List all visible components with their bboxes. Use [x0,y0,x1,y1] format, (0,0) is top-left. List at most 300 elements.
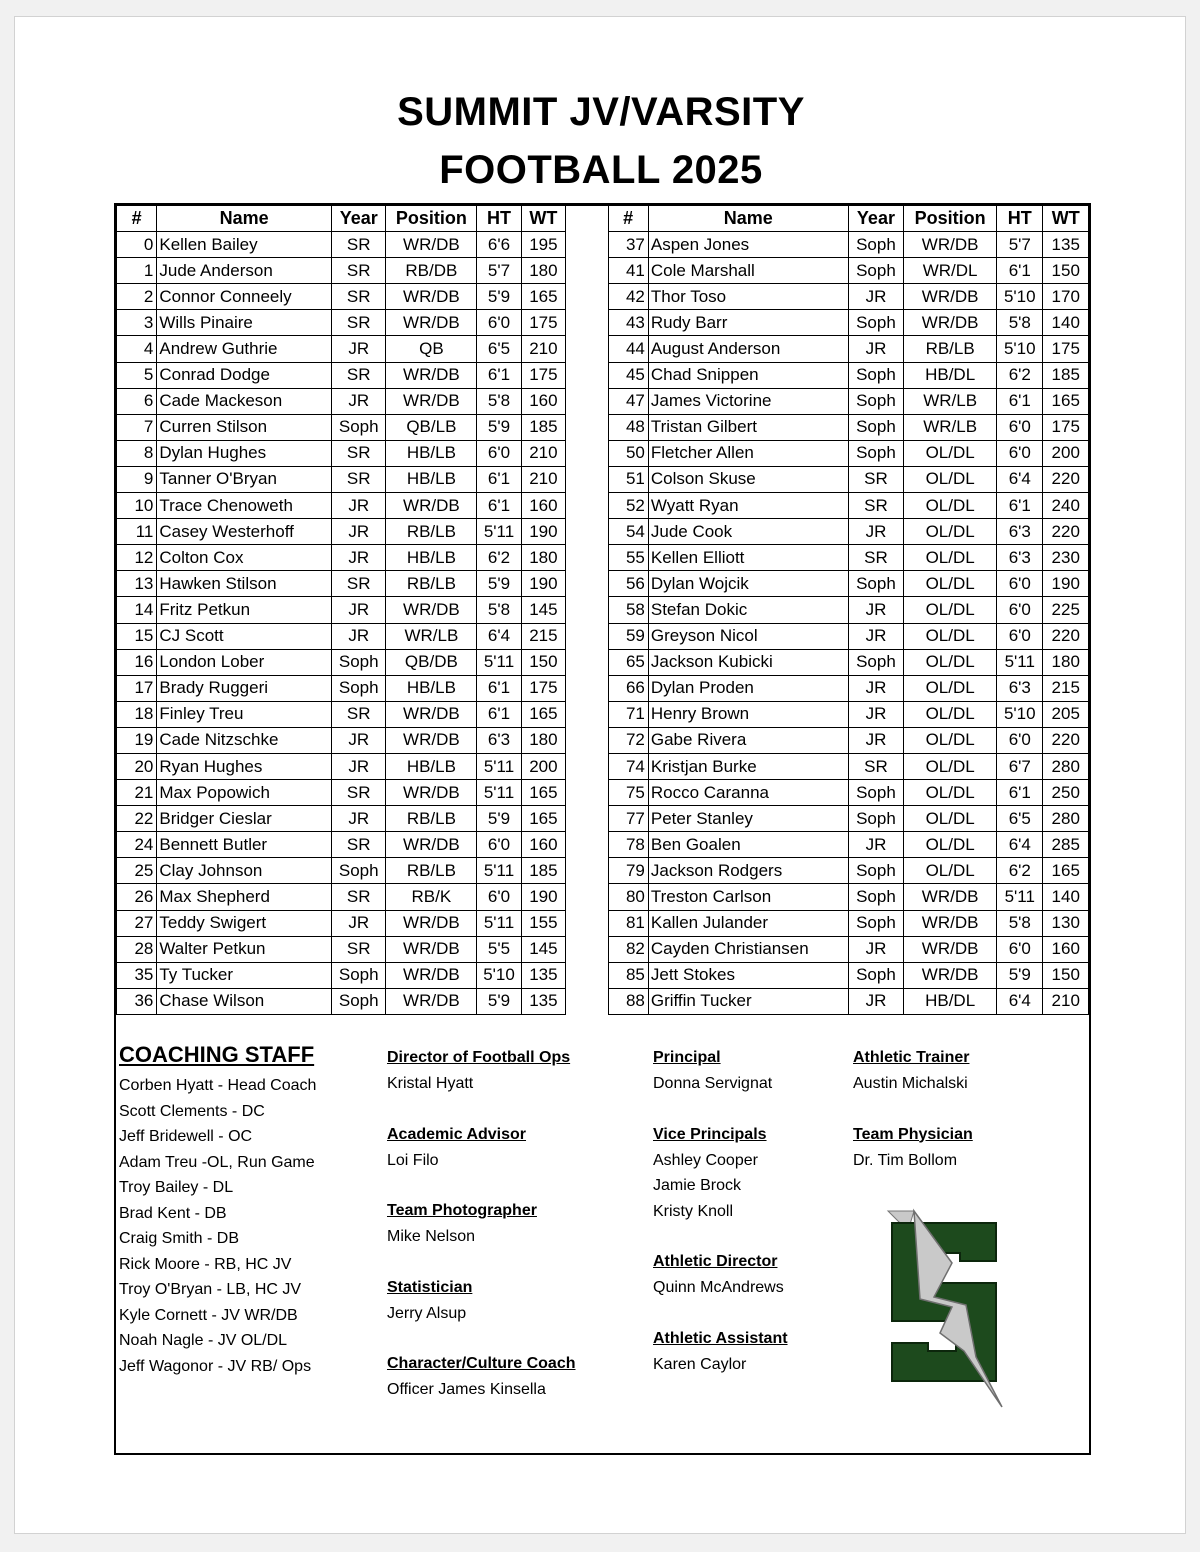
player-number: 85 [608,962,648,988]
roster-row [117,858,1089,884]
coach-name: Brad Kent - DB [119,1204,227,1222]
column-gap [566,545,608,571]
coaching-staff-column [119,1033,316,1379]
player-position: WR/LB [904,388,997,414]
player-year: SR [331,362,386,388]
player-year: Soph [848,910,904,936]
player-position: OL/DL [904,649,997,675]
column-gap [566,206,608,232]
player-height: 5'11 [477,858,521,884]
player-height: 5'9 [477,988,521,1014]
player-name: Trace Chenoweth [157,493,332,519]
column-gap [566,649,608,675]
player-position: OL/DL [904,493,997,519]
player-number: 50 [608,440,648,466]
player-weight: 230 [1043,545,1089,571]
roster-row [117,388,1089,414]
player-number: 26 [117,884,157,910]
player-year: JR [848,336,904,362]
player-height: 6'0 [997,623,1043,649]
player-name: London Lober [157,649,332,675]
player-year: Soph [331,988,386,1014]
roster-row [117,493,1089,519]
player-position: WR/DB [386,232,477,258]
player-position: WR/DB [904,884,997,910]
player-number: 3 [117,310,157,336]
player-name: Ryan Hughes [157,753,332,779]
column-gap [566,519,608,545]
coach-name: Scott Clements - DC [119,1102,265,1120]
player-position: WR/DB [386,597,477,623]
player-position: OL/DL [904,466,997,492]
player-number: 20 [117,753,157,779]
player-number: 42 [608,284,648,310]
player-number: 28 [117,936,157,962]
player-position: WR/DB [386,493,477,519]
staff-role-title: Vice Principals [653,1125,767,1143]
player-weight: 185 [1043,362,1089,388]
player-name: Ben Goalen [648,832,848,858]
player-number: 25 [117,858,157,884]
player-number: 65 [608,649,648,675]
column-gap [566,571,608,597]
player-height: 6'1 [997,780,1043,806]
player-weight: 155 [521,910,565,936]
player-height: 5'11 [477,649,521,675]
staff-role-title: Academic Advisor [387,1125,527,1143]
player-weight: 165 [1043,858,1089,884]
player-height: 6'7 [997,753,1043,779]
col-header-number: # [608,206,648,232]
roster-row [117,832,1089,858]
column-gap [566,597,608,623]
player-position: OL/DL [904,780,997,806]
roster-row [117,519,1089,545]
staff-role-title: Character/Culture Coach [387,1355,576,1372]
column-gap [566,440,608,466]
player-number: 1 [117,258,157,284]
page-title [15,83,1187,199]
player-height: 6'1 [477,675,521,701]
staff-role-title: Director of Football Ops [387,1049,571,1066]
roster-table [116,205,1089,1015]
player-weight: 175 [521,675,565,701]
player-weight: 190 [521,571,565,597]
player-year: Soph [331,414,386,440]
player-number: 14 [117,597,157,623]
player-position: HB/DL [904,988,997,1014]
player-height: 5'11 [477,753,521,779]
player-position: RB/LB [386,806,477,832]
col-header-weight: WT [1043,206,1089,232]
staff-person-name: Jerry Alsup [387,1304,467,1322]
player-name: Curren Stilson [157,414,332,440]
column-gap [566,258,608,284]
column-gap [566,701,608,727]
roster-row [117,962,1089,988]
roster-row [117,414,1089,440]
player-year: JR [331,753,386,779]
player-position: WR/DB [904,936,997,962]
document-page [14,16,1186,1534]
roster-row [117,936,1089,962]
player-position: RB/LB [386,858,477,884]
title-line-2: FOOTBALL 2025 [439,148,763,192]
player-name: Treston Carlson [648,884,848,910]
player-position: RB/LB [386,519,477,545]
player-weight: 165 [521,780,565,806]
player-weight: 185 [521,858,565,884]
player-position: OL/DL [904,597,997,623]
player-position: HB/LB [386,466,477,492]
player-name: Bennett Butler [157,832,332,858]
player-name: Kellen Bailey [157,232,332,258]
staff-role-title: Athletic Director [653,1253,778,1270]
player-position: WR/DB [904,962,997,988]
col-header-position: Position [904,206,997,232]
player-name: Gabe Rivera [648,727,848,753]
roster-row [117,440,1089,466]
player-year: SR [331,701,386,727]
staff-person-name: Karen Caylor [653,1355,747,1373]
staff-person-name: Quinn McAndrews [653,1279,784,1296]
player-weight: 220 [1043,727,1089,753]
player-position: WR/DB [904,310,997,336]
player-year: Soph [848,440,904,466]
player-position: WR/LB [386,623,477,649]
player-weight: 190 [521,884,565,910]
player-name: Finley Treu [157,701,332,727]
player-number: 56 [608,571,648,597]
staff-role-title: Team Physician [853,1125,973,1143]
player-number: 21 [117,780,157,806]
staff-block [653,1122,767,1225]
player-name: Fritz Petkun [157,597,332,623]
player-year: Soph [848,571,904,597]
player-year: JR [848,832,904,858]
staff-section [116,1033,1089,1453]
player-position: WR/DB [386,936,477,962]
player-position: OL/DL [904,727,997,753]
player-weight: 200 [521,753,565,779]
player-number: 16 [117,649,157,675]
player-number: 6 [117,388,157,414]
player-weight: 170 [1043,284,1089,310]
player-weight: 135 [521,988,565,1014]
player-height: 6'4 [997,988,1043,1014]
player-weight: 180 [521,727,565,753]
player-name: Griffin Tucker [648,988,848,1014]
player-height: 5'8 [477,597,521,623]
player-height: 6'0 [997,936,1043,962]
player-position: QB/DB [386,649,477,675]
player-weight: 165 [521,806,565,832]
player-weight: 210 [1043,988,1089,1014]
summit-s-lightning-logo-icon [880,1201,1010,1411]
player-height: 6'3 [997,675,1043,701]
column-gap [566,623,608,649]
player-position: WR/DB [386,701,477,727]
staff-block [387,1122,526,1174]
column-gap [566,284,608,310]
player-year: SR [331,571,386,597]
player-name: Chase Wilson [157,988,332,1014]
player-number: 5 [117,362,157,388]
player-number: 17 [117,675,157,701]
player-position: WR/DB [904,910,997,936]
staff-person-name: Kristy Knoll [653,1202,734,1220]
player-year: JR [848,284,904,310]
coach-name: Craig Smith - DB [119,1230,240,1247]
column-gap [566,232,608,258]
player-weight: 285 [1043,832,1089,858]
col-header-height: HT [477,206,521,232]
column-gap [566,675,608,701]
player-year: Soph [331,675,386,701]
player-position: WR/DB [386,988,477,1014]
player-name: Cade Nitzschke [157,727,332,753]
player-number: 66 [608,675,648,701]
player-number: 52 [608,493,648,519]
player-position: HB/DL [904,362,997,388]
staff-role-title: Statistician [387,1278,473,1296]
player-name: Rudy Barr [648,310,848,336]
staff-person-name: Officer James Kinsella [387,1381,546,1398]
player-position: OL/DL [904,623,997,649]
player-position: RB/K [386,884,477,910]
player-weight: 220 [1043,623,1089,649]
player-name: Tristan Gilbert [648,414,848,440]
col-header-weight: WT [521,206,565,232]
player-height: 5'11 [477,780,521,806]
player-number: 18 [117,701,157,727]
player-year: Soph [848,884,904,910]
staff-block [387,1351,576,1403]
player-height: 6'0 [477,832,521,858]
player-position: WR/DB [386,832,477,858]
player-number: 78 [608,832,648,858]
player-weight: 160 [521,493,565,519]
player-weight: 145 [521,597,565,623]
player-name: Kallen Julander [648,910,848,936]
player-weight: 280 [1043,753,1089,779]
player-name: Chad Snippen [648,362,848,388]
roster-row [117,623,1089,649]
player-number: 72 [608,727,648,753]
player-number: 47 [608,388,648,414]
player-height: 6'4 [997,466,1043,492]
roster-row [117,362,1089,388]
player-name: Cole Marshall [648,258,848,284]
player-weight: 220 [1043,466,1089,492]
player-name: Brady Ruggeri [157,675,332,701]
player-name: Casey Westerhoff [157,519,332,545]
player-height: 5'5 [477,936,521,962]
staff-block [853,1045,969,1097]
column-gap [566,727,608,753]
roster-row [117,284,1089,310]
roster-row [117,258,1089,284]
column-gap [566,832,608,858]
player-number: 59 [608,623,648,649]
column-gap [566,858,608,884]
col-header-number: # [117,206,157,232]
player-position: WR/DB [386,310,477,336]
player-number: 37 [608,232,648,258]
player-weight: 150 [1043,258,1089,284]
player-name: Conrad Dodge [157,362,332,388]
player-weight: 180 [521,258,565,284]
player-year: SR [331,780,386,806]
player-height: 5'11 [477,519,521,545]
player-position: OL/DL [904,675,997,701]
staff-block [387,1045,570,1097]
player-height: 6'1 [477,701,521,727]
roster-box [114,203,1091,1455]
player-height: 6'5 [997,806,1043,832]
player-year: JR [331,388,386,414]
player-number: 48 [608,414,648,440]
player-year: SR [331,284,386,310]
player-height: 5'9 [477,414,521,440]
staff-role-title: Team Photographer [387,1202,537,1219]
col-header-position: Position [386,206,477,232]
player-year: Soph [331,962,386,988]
player-name: Jackson Kubicki [648,649,848,675]
player-number: 43 [608,310,648,336]
player-number: 54 [608,519,648,545]
player-year: SR [331,936,386,962]
player-weight: 220 [1043,519,1089,545]
player-year: SR [331,884,386,910]
player-name: Connor Conneely [157,284,332,310]
player-height: 5'10 [997,336,1043,362]
player-height: 6'0 [997,571,1043,597]
player-year: JR [331,910,386,936]
player-number: 11 [117,519,157,545]
player-year: Soph [848,780,904,806]
player-height: 6'4 [477,623,521,649]
player-weight: 180 [1043,649,1089,675]
player-year: Soph [848,232,904,258]
player-height: 5'11 [997,884,1043,910]
player-number: 51 [608,466,648,492]
player-height: 6'1 [997,258,1043,284]
player-number: 8 [117,440,157,466]
player-year: Soph [848,806,904,832]
player-weight: 150 [1043,962,1089,988]
player-year: JR [331,623,386,649]
player-weight: 145 [521,936,565,962]
player-height: 6'2 [997,858,1043,884]
column-gap [566,936,608,962]
column-gap [566,414,608,440]
player-number: 58 [608,597,648,623]
player-name: Rocco Caranna [648,780,848,806]
player-name: Kellen Elliott [648,545,848,571]
player-height: 5'8 [997,910,1043,936]
player-height: 6'3 [997,519,1043,545]
player-position: WR/DB [904,284,997,310]
player-position: OL/DL [904,519,997,545]
player-number: 9 [117,466,157,492]
player-number: 19 [117,727,157,753]
player-number: 27 [117,910,157,936]
roster-row [117,336,1089,362]
staff-block [853,1122,973,1174]
player-number: 36 [117,988,157,1014]
player-height: 5'10 [997,701,1043,727]
player-number: 80 [608,884,648,910]
player-number: 4 [117,336,157,362]
player-weight: 165 [1043,388,1089,414]
player-number: 12 [117,545,157,571]
column-gap [566,310,608,336]
player-name: Hawken Stilson [157,571,332,597]
player-number: 10 [117,493,157,519]
player-position: OL/DL [904,701,997,727]
roster-row [117,545,1089,571]
player-weight: 210 [521,336,565,362]
player-height: 5'8 [477,388,521,414]
coach-name: Jeff Wagonor - JV RB/ Ops [119,1357,312,1375]
player-name: Teddy Swigert [157,910,332,936]
player-height: 6'2 [997,362,1043,388]
player-height: 6'1 [997,493,1043,519]
player-year: JR [331,806,386,832]
player-position: OL/DL [904,858,997,884]
roster-row [117,675,1089,701]
player-height: 6'0 [997,440,1043,466]
player-weight: 205 [1043,701,1089,727]
player-name: Thor Toso [648,284,848,310]
player-weight: 140 [1043,884,1089,910]
player-name: Dylan Wojcik [648,571,848,597]
player-weight: 240 [1043,493,1089,519]
player-weight: 250 [1043,780,1089,806]
player-weight: 130 [1043,910,1089,936]
player-name: Colson Skuse [648,466,848,492]
player-year: Soph [848,258,904,284]
player-number: 13 [117,571,157,597]
player-number: 55 [608,545,648,571]
player-number: 75 [608,780,648,806]
player-position: HB/LB [386,753,477,779]
player-position: OL/DL [904,832,997,858]
player-number: 22 [117,806,157,832]
player-weight: 215 [521,623,565,649]
player-number: 15 [117,623,157,649]
player-weight: 160 [1043,936,1089,962]
player-number: 74 [608,753,648,779]
player-name: Kristjan Burke [648,753,848,779]
player-year: JR [331,545,386,571]
player-year: JR [848,519,904,545]
roster-row [117,910,1089,936]
player-height: 5'10 [997,284,1043,310]
staff-block [387,1275,472,1327]
roster-row [117,232,1089,258]
player-weight: 160 [521,832,565,858]
coach-name: Jeff Bridewell - OC [119,1128,253,1145]
roster-row [117,780,1089,806]
player-number: 7 [117,414,157,440]
player-position: OL/DL [904,440,997,466]
staff-person-name: Loi Filo [387,1151,439,1169]
staff-person-name: Mike Nelson [387,1228,476,1245]
player-name: Aspen Jones [648,232,848,258]
player-height: 6'0 [477,440,521,466]
